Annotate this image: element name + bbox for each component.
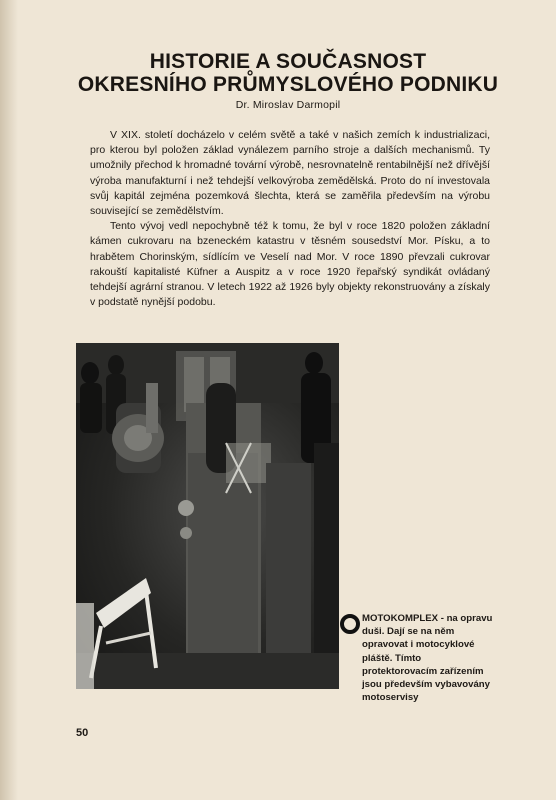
caption-text: MOTOKOMPLEX - na opravu duši. Dají se na něm opravovat i motocyklové pláště. Tímto protektorovacím zařízením jsou především vybavovány motoservisy <box>362 613 493 704</box>
article-author: Dr. Miroslav Darmopil <box>235 99 341 111</box>
page-gutter-shadow <box>0 0 18 800</box>
article-title-line-1: HISTORIE A SOUČASNOST <box>149 50 427 73</box>
machinery-photo <box>76 343 339 689</box>
article-paragraph-1: V XIX. století docházelo v celém světě a také v našich zemích k industrializaci, pro kterou byl položen základ vynálezem parního stroje a dalších mechanismů. Ty umožnily přechod k hromadné tovární výrobě, nesrovnatelně rentabilnější než dřívější výroba manufakturní i než tehdejší velkovýroba zemědělská. Proto do ní investovala svůj kapitál zejména pozemková šlechta, která se zaměřila především na výrobu související se zemědělstvím. <box>90 129 490 218</box>
article-body <box>90 128 490 310</box>
photo-illustration <box>76 343 339 689</box>
page-number: 50 <box>76 727 89 739</box>
article-paragraph-2: Tento vývoj vedl nepochybně též k tomu, že byl v roce 1820 položen základní kámen cukrovaru na bzeneckém katastru v těsném sousedství Mor. Písku, a to hrabětem Chorinským, sídlícím ve Veselí nad Mor. V roce 1890 převzali cukrovar rakouští kapitalisté Küfner a Auspitz a v roce 1920 řepařský syndikát ovládaný tehdejší agrární stranou. V letech 1922 až 1926 byly objekty rekonstruovány a získaly v podstatě nynější podobu. <box>90 220 490 309</box>
caption-bullet-icon <box>340 614 360 634</box>
article-title-line-2: OKRESNÍHO PRŮMYSLOVÉHO PODNIKU <box>77 73 499 96</box>
